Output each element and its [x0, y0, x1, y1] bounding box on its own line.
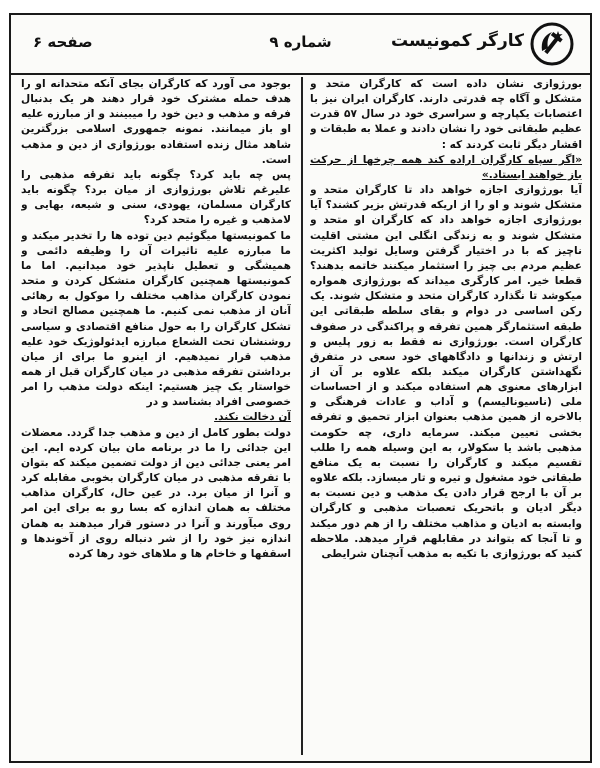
article-column-right: [310, 77, 582, 755]
newspaper-page: [9, 13, 592, 763]
quote: «اگر سپاه کارگران اراده کند همه چرخها از حرکت باز خواهند ایستاد.»: [310, 153, 582, 181]
masthead: [11, 15, 590, 75]
paragraph: دولت بطور کامل از دین و مذهب جدا گردد. معضلات این جدائی را ما در برنامه مان بیان کرده ایم. این امر یعنی جدائی دین از دولت تضمین میکند که بتوان با تفرقه مذهبی در میان کارگران بخوبی مقابله کرد و آنرا از میان برد. در عین حال، کارگران مذاهب مختلف به همان اندازه که بسا رو به برای این امر روی میآورند و آنرا در دستور قرار میدهند به همان اندازه نیز خود را از شر دنباله روی از آخوندها و اسقفها و خاخام ها و ملاهای خود رها کرده: [21, 426, 291, 560]
emphasis: آن دخالت نکند.: [214, 411, 291, 424]
paragraph: بورژوازی نشان داده است که کارگران متحد و متشکل و آگاه چه قدرتی دارند. کارگران ایران نیز با اعتصابات یکپارچه و سراسری خود در سال ۵۷ قدرت عظیم طبقاتی خود را نشان دادند و عملا به طبقات و اقشار دیگر ثابت کردند که :: [310, 78, 582, 151]
article-column-left: [21, 77, 291, 755]
page-number: صفحه ۶: [33, 33, 93, 51]
column-divider: [301, 77, 303, 755]
newspaper-title: کارگر کمونیست: [391, 31, 524, 51]
paragraph: بوجود می آورد که کارگران بجای آنکه متحدانه او را هدف حمله مشترک خود قرار دهند هر یک بدنبال فرقه و مذهب و دین خود را میبینند و از مبارزه علیه او باز میمانند. نمونه جمهوری اسلامی بزرگترین شاهد مثال زنده استفاده بورژوازی از دین و مذهب است.: [21, 78, 291, 166]
issue-number: شماره ۹: [269, 33, 332, 51]
paragraph: آیا بورژوازی اجازه خواهد داد تا کارگران متحد و متشکل شوند و او را از اریکه قدرتش بزیر کشند؟ آیا بورژوازی اجازه خواهد داد که کارگران او متحد و متشکل شوند و به زندگی انگلی این مشتی اقلیت ناچیز که با در اختیار گرفتن وسایل تولید اکثریت عظیم مردم بی چیز را استثمار میکنند خاتمه بدهند؟ قطعا خیر. امر کارگری میداند که بورژوازی همواره میکوشد تا نگذارد کارگران متحد و متشکل شوند. یک رکن اساسی در دوام و بقای سلطه طبقاتی این طبقه استثمارگر همین تفرقه و پراکندگی در صفوف کارگران است. بورژوازی نه فقط به زور پلیس و ارتش و زندانها و دادگاههای خود سعی در متفرق نگهداشتن کارگران میکند بلکه علاوه بر آن از ابزارهای معنوی هم استفاده میکند و از احساسات ملی (ناسیونالیسم) و آداب و عادات فرهنگی و بالاخره از همین مذهب بعنوان ابزار تحمیق و تفرقه بخشی تعیین میکند. سرمایه داری، چه حکومت مذهبی باشد یا سکولار، به این وسیله همه را طلب تقسیم میکند و کارگران را نسبت به یک منافع طبقاتی خود مشغول و تیره و تار میسازد. بلکه علاوه بر آن با ارجح قرار دادن یک مذهب و دین نسبت به دیگر ادیان و باتحریک تعصبات مذهبی و کارگران وابسته به ادیان و مذاهب مختلف را از هم دور میکند و تا آنجا که بتواند در مقابلهم قرار میدهد. ملاحظه کنید که بورژوازی با تکیه به مذهب آنچنان شرایطی: [310, 184, 582, 560]
hammer-sickle-star-icon: [528, 21, 576, 67]
paragraph: ما کمونیستها میگوئیم دین توده ها را تخدیر میکند و ما مبارزه علیه تاثیرات آن را وظیفه دائمی و همیشگی و تعطیل ناپذیر خود میدانیم. اما ما کمونیستها همچنین کارگران متشکل کردن و متحد نمودن کارگران مذاهب مختلف را موکول به رهائی آنان از مذهب نمی کنیم. ما همچنین مصالح اتحاد و تشکل کارگران را به حول منافع اقتصادی و سیاسی روشنشان تحت الشعاع مبارزه ایدئولوژیک خود علیه مذهب قرار نمیدهیم. از اینرو ما برای از میان برداشتن تفرقه مذهبی در میان کارگران قبل از همه خواستار یک چیز هستیم: اینکه دولت مذهب را امر خصوصی افراد بشناسد و در: [21, 229, 291, 409]
paragraph: پس چه باید کرد؟ چگونه باید تفرقه مذهبی را علیرغم تلاش بورژوازی از میان برد؟ چگونه باید کارگران مسلمان، یهودی، سنی و شیعه، بهایی و لامذهب و غیره را متحد کرد؟: [21, 168, 291, 227]
